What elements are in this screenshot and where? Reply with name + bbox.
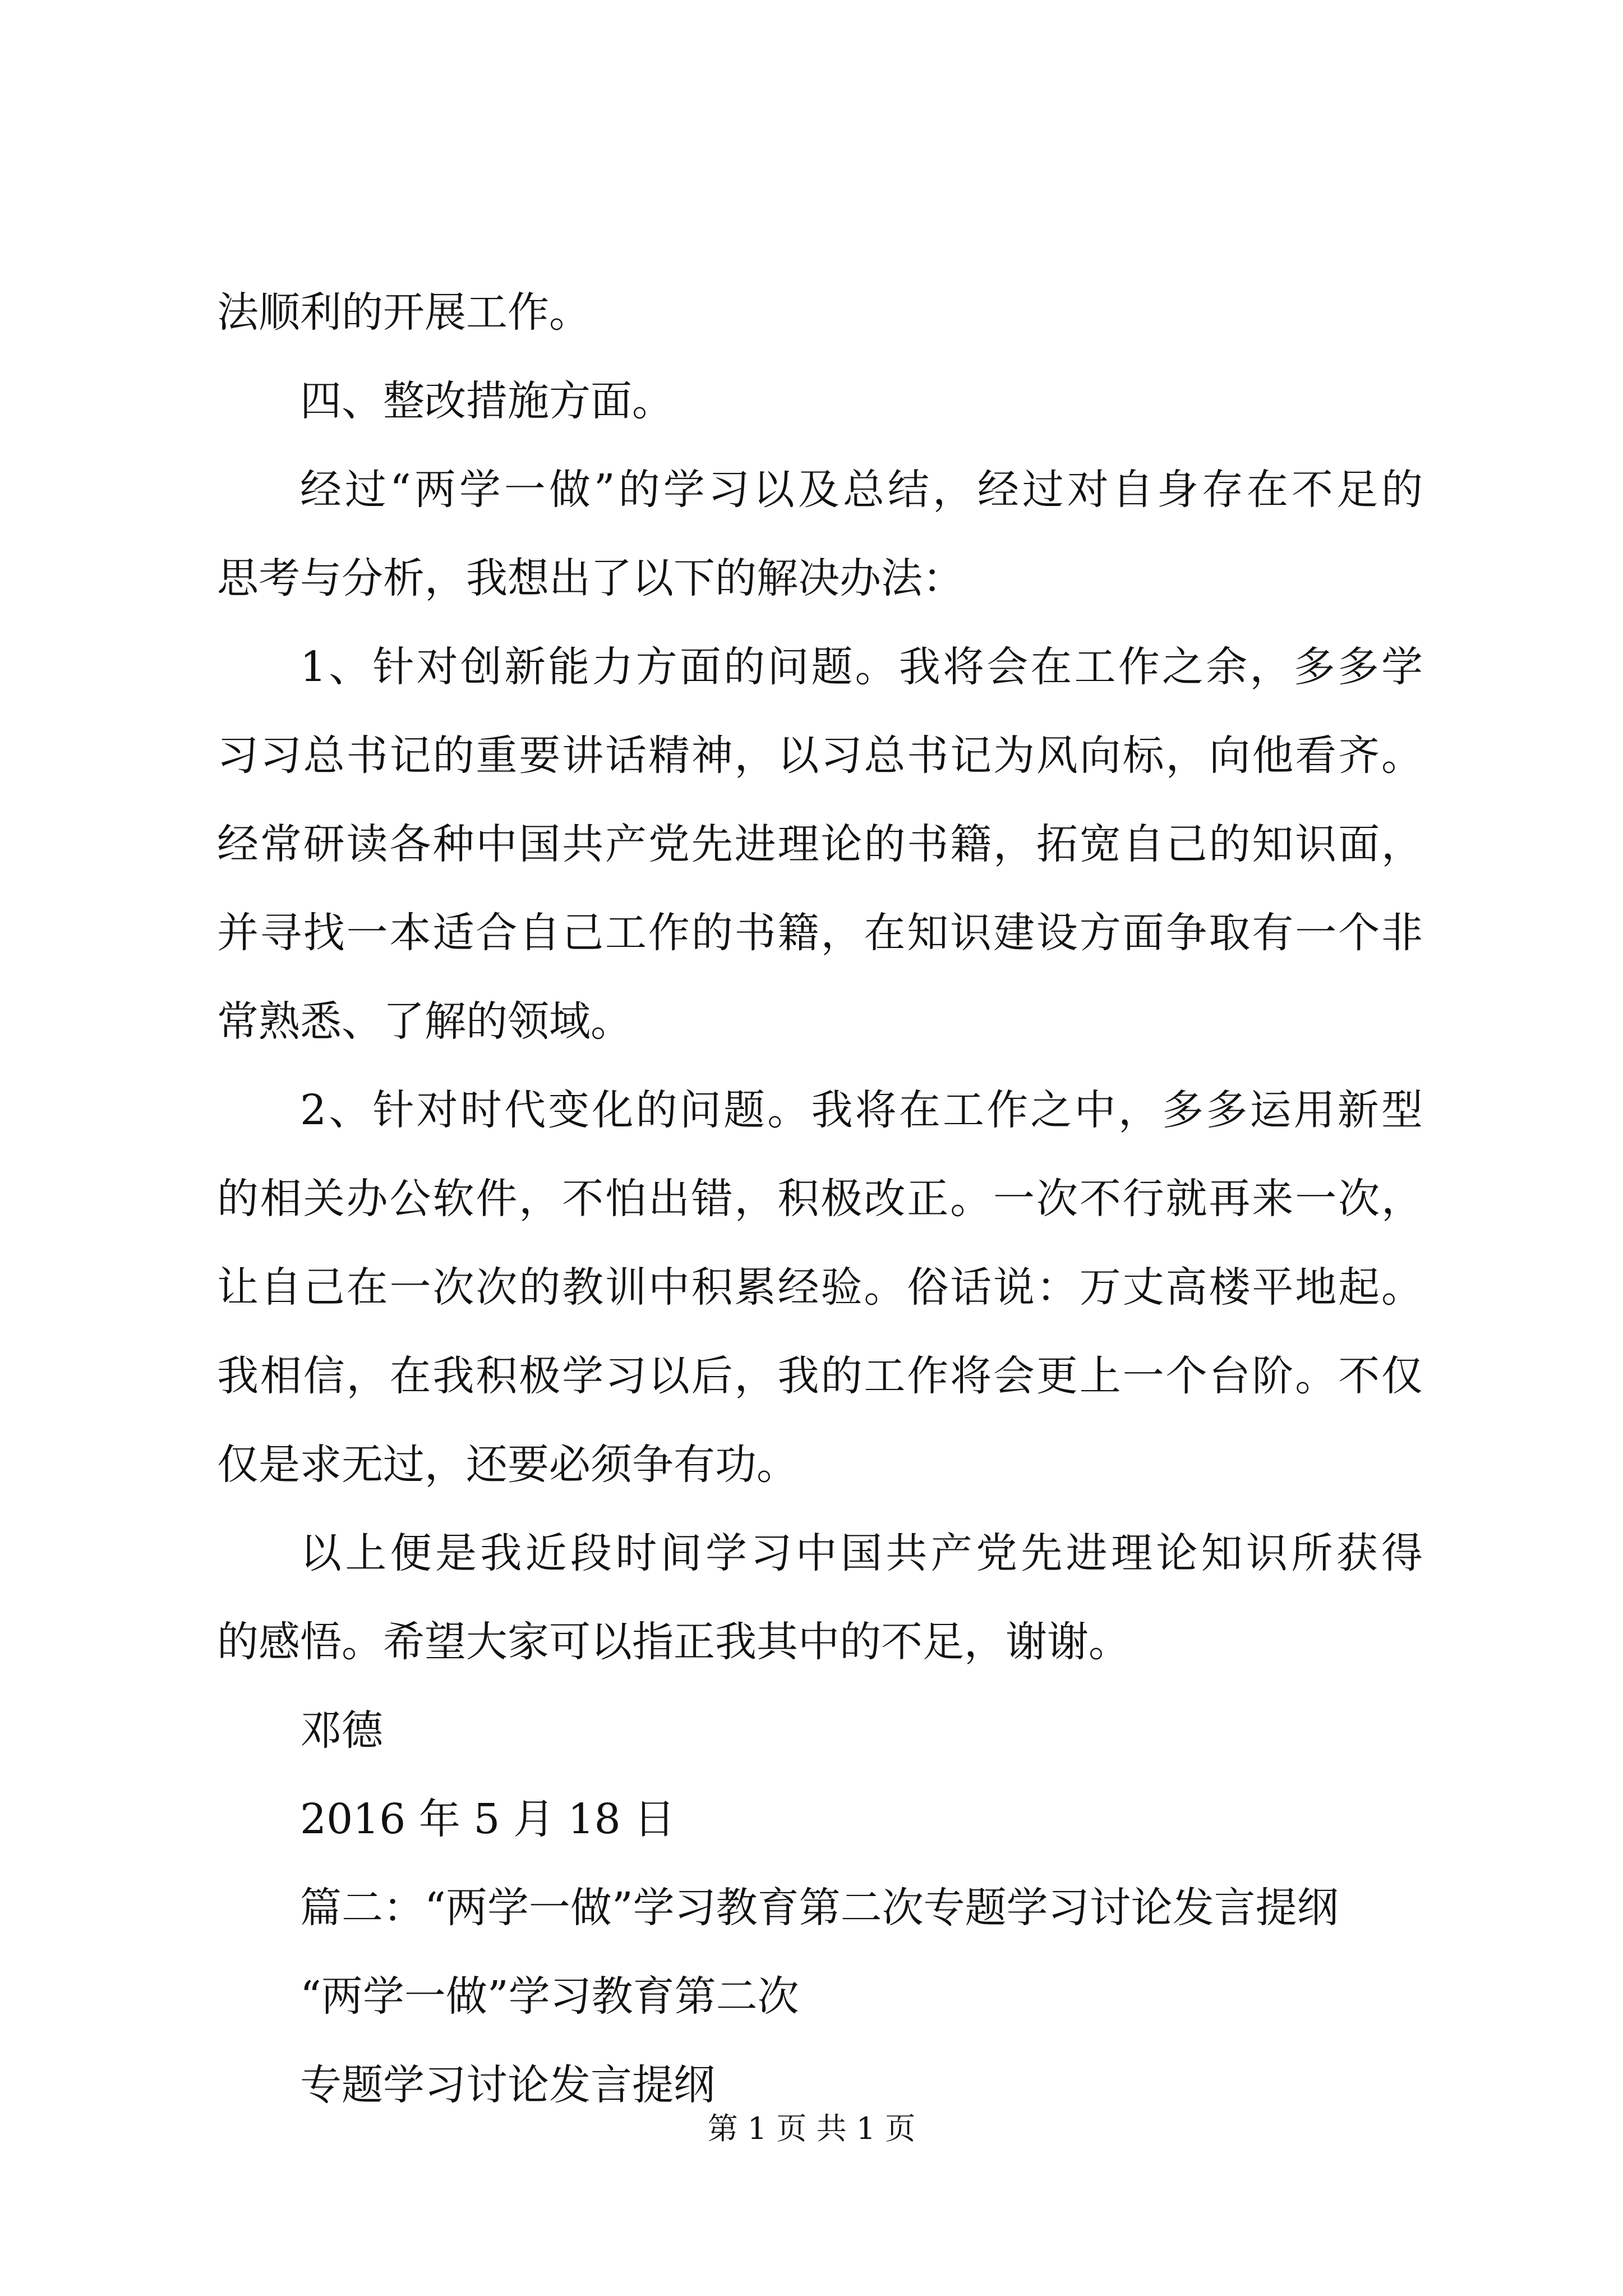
text-line: 的相关办公软件，不怕出错，积极改正。一次不行就再来一次， (217, 1175, 1423, 1223)
text-line: 我相信，在我积极学习以后，我的工作将会更上一个台阶。不仅 (217, 1352, 1423, 1400)
text-line: 法顺利的开展工作。 (217, 288, 591, 337)
section-heading: 四、整改措施方面。 (300, 377, 674, 425)
document-body (217, 288, 1423, 2153)
subtitle-line: “两学一做”学习教育第二次 (300, 1972, 799, 2021)
subtitle-line: 专题学习讨论发言提纲 (300, 2061, 715, 2109)
text-line: 1、针对创新能力方面的问题。我将会在工作之余，多多学 (300, 643, 1423, 691)
text-line: 常熟悉、了解的领域。 (217, 997, 632, 1046)
text-line: 以上便是我近段时间学习中国共产党先进理论知识所获得 (300, 1529, 1423, 1577)
signature-name: 邓德 (300, 1706, 383, 1755)
text-line: 经过“两学一做”的学习以及总结，经过对自身存在不足的 (300, 466, 1423, 514)
text-line: 习习总书记的重要讲话精神，以习总书记为风向标，向他看齐。 (217, 731, 1423, 780)
text-line: 经常研读各种中国共产党先进理论的书籍，拓宽自己的知识面， (217, 820, 1423, 868)
text-line: 让自己在一次次的教训中积累经验。俗话说：万丈高楼平地起。 (217, 1263, 1423, 1312)
text-line: 的感悟。希望大家可以指正我其中的不足，谢谢。 (217, 1618, 1130, 1666)
signature-date: 2016 年 5 月 18 日 (300, 1795, 676, 1843)
text-line: 2、针对时代变化的问题。我将在工作之中，多多运用新型 (300, 1086, 1423, 1134)
text-line: 仅是求无过，还要必须争有功。 (217, 1441, 798, 1489)
chapter-title: 篇二：“两学一做”学习教育第二次专题学习讨论发言提纲 (300, 1884, 1339, 1932)
page-number-footer: 第 1 页 共 1 页 (707, 2111, 916, 2146)
text-line: 并寻找一本适合自己工作的书籍，在知识建设方面争取有一个非 (217, 909, 1423, 957)
text-line: 思考与分析，我想出了以下的解决办法： (217, 554, 964, 602)
